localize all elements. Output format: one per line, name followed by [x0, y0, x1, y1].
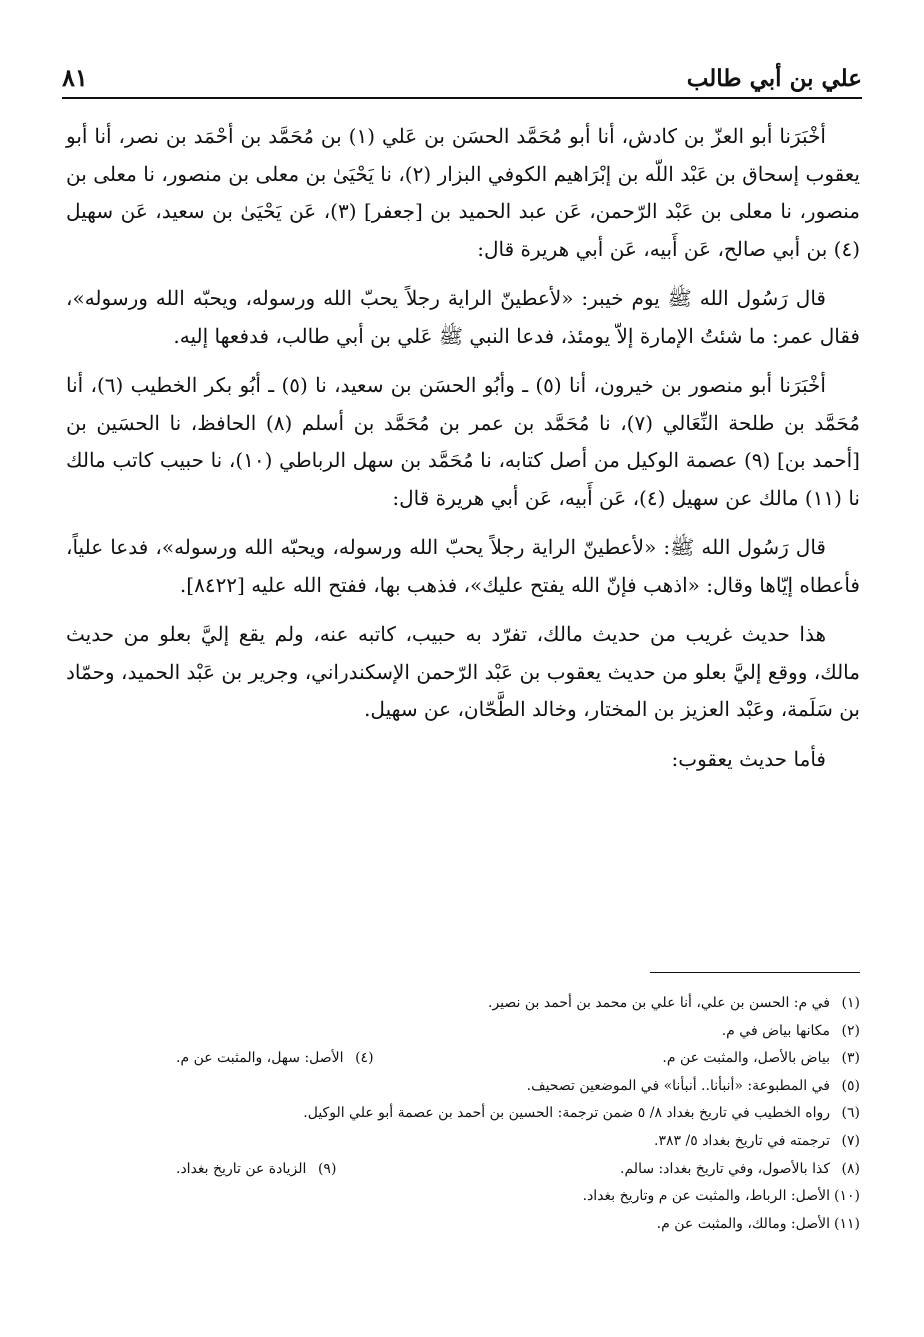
footnote-rule	[650, 972, 860, 973]
header-rule	[62, 97, 862, 99]
running-title: علي بن أبي طالب	[686, 65, 862, 92]
footnote-number: (٥)	[841, 1077, 860, 1094]
footnote-row	[66, 1211, 860, 1239]
footnote-row	[66, 1073, 860, 1101]
footnote-number: (٩)	[317, 1160, 337, 1177]
footnote-8	[620, 1156, 860, 1184]
footnote-number: (٦)	[841, 1105, 860, 1122]
footnote-row	[66, 990, 860, 1018]
footnote-number: (٨)	[841, 1160, 860, 1177]
footnote-text: ترجمته في تاريخ بغداد ٥/ ٣٨٣.	[654, 1132, 830, 1149]
footnote-2	[722, 1018, 860, 1046]
footnote-number: (٤)	[355, 1050, 374, 1067]
footnote-3	[662, 1045, 860, 1073]
running-head	[62, 52, 862, 96]
footnote-number: (١)	[841, 995, 860, 1011]
footnote-row	[66, 1045, 860, 1073]
footnote-text: في المطبوعة: «أنبأنا.. أنبأنا» في الموضعين تصحيف.	[526, 1077, 830, 1094]
footnote-text: رواه الخطيب في تاريخ بغداد ٨/ ٥ ضمن ترجمة: الحسين بن أحمد بن عصمة أبو علي الوكيل.	[303, 1105, 830, 1122]
main-text	[66, 118, 860, 790]
footnote-row	[66, 1128, 860, 1156]
paragraph-hadith-1: قال رَسُول الله ﷺ يوم خيبر: «لأعطينّ الراية رجلاً يحبّ الله ورسوله، ويحبّه الله ورسوله»، فقال عمر: ما شئتُ الإمارة إلاّ يومئذ، فدعا النبي ﷺ عَلي بن أبي طالب، فدفعها إليه.	[66, 286, 860, 348]
footnote-1	[488, 990, 860, 1018]
footnote-10	[583, 1183, 860, 1211]
paragraph-hadith-2: قال رَسُول الله ﷺ: «لأعطينّ الراية رجلاً يحبّ الله ورسوله، ويحبّه الله ورسوله»، فدعا علياً، فأعطاه إيّاها وقال: «اذهب فإنّ الله يفتح عليك»، فذهب بها، ففتح الله عليه [٨٤٢٢].	[66, 535, 860, 597]
footnote-text: بياض بالأصل، والمثبت عن م.	[662, 1050, 830, 1067]
footnote-number: (٣)	[841, 1050, 860, 1067]
footnote-text: كذا بالأصول، وفي تاريخ بغداد: سالم.	[620, 1160, 830, 1177]
footnote-7	[654, 1128, 860, 1156]
footnote-number: (٧)	[841, 1132, 860, 1149]
footnote-4	[176, 1045, 374, 1073]
page-number: ٨١	[62, 63, 88, 92]
footnote-number: (٢)	[841, 1022, 860, 1039]
paragraph-commentary: هذا حديث غريب من حديث مالك، تفرّد به حبيب، كاتبه عنه، ولم يقع إليَّ بعلو من حديث مالك، ووقع إليَّ بعلو من حديث يعقوب بن عَبْد الرّحمن الإسكندراني، وجرير بن عَبْد الحميد، وحمّاد بن سَلَمة، وعَبْد العزيز بن المختار، وخالد الطَّحّان، عن سهيل.	[66, 622, 860, 721]
footnote-text: الزيادة عن تاريخ بغداد.	[176, 1160, 307, 1177]
footnote-5	[527, 1073, 860, 1101]
footnote-9	[176, 1156, 336, 1184]
paragraph-isnad-2: أخْبَرَنا أبو منصور بن خيرون، أنا (٥) ـ وأبُو الحسَن بن سعيد، نا (٥) ـ أبُو بكر الخطيب (٦)، أنا مُحَمَّد بن طلحة النِّعَالي (٧)، نا مُحَمَّد بن عمر بن مُحَمَّد بن أسلم (٨) الحافظ، نا الحسَين بن [أحمد بن] (٩) عصمة الوكيل من أصل كتابه، نا مُحَمَّد بن سهل الرباطي (١٠)، نا حبيب كاتب مالك نا (١١) مالك عن سهيل (٤)، عَن أَبيه، عَن أبي هريرة قال:	[66, 373, 860, 510]
footnote-row	[66, 1100, 860, 1128]
paragraph-isnad-1: أخْبَرَنا أبو العزّ بن كادش، أنا أبو مُحَمَّد الحسَن بن عَلي (١) بن مُحَمَّد بن أحْمَد بن نصر، أنا أبو يعقوب إسحاق بن عَبْد اللّه بن إبْرَاهيم الكوفي البزار (٢)، نا يَحْيَىٰ بن معلى بن منصور، نا معلى بن منصور، نا معلى بن عَبْد الرّحمن، عَن عبد الحميد بن [جعفر] (٣)، عَن يَحْيَىٰ بن سعيد، عَن سهيل (٤) بن أبي صالح، عَن أَبيه، عَن أبي هريرة قال:	[66, 124, 860, 261]
footnote-row	[66, 1156, 860, 1184]
footnote-text: الأصل: الرباط، والمثبت عن م وتاريخ بغداد.	[582, 1188, 830, 1205]
footnote-6	[303, 1100, 860, 1128]
footnote-text: مكانها بياض في م.	[721, 1022, 830, 1039]
footnote-11	[657, 1211, 860, 1239]
footnote-row	[66, 1183, 860, 1211]
footnote-number: (١٠)	[834, 1188, 860, 1205]
footnote-text: في م: الحسن بن علي، أنا علي بن محمد بن أحمد بن نصير.	[488, 995, 830, 1011]
footnote-text: الأصل: ومالك، والمثبت عن م.	[656, 1215, 830, 1232]
footnotes	[66, 990, 860, 1238]
footnote-number: (١١)	[834, 1215, 860, 1232]
footnote-text: الأصل: سهل، والمثبت عن م.	[176, 1050, 344, 1067]
footnote-row	[66, 1018, 860, 1046]
paragraph-transition: فأما حديث يعقوب:	[671, 746, 826, 771]
